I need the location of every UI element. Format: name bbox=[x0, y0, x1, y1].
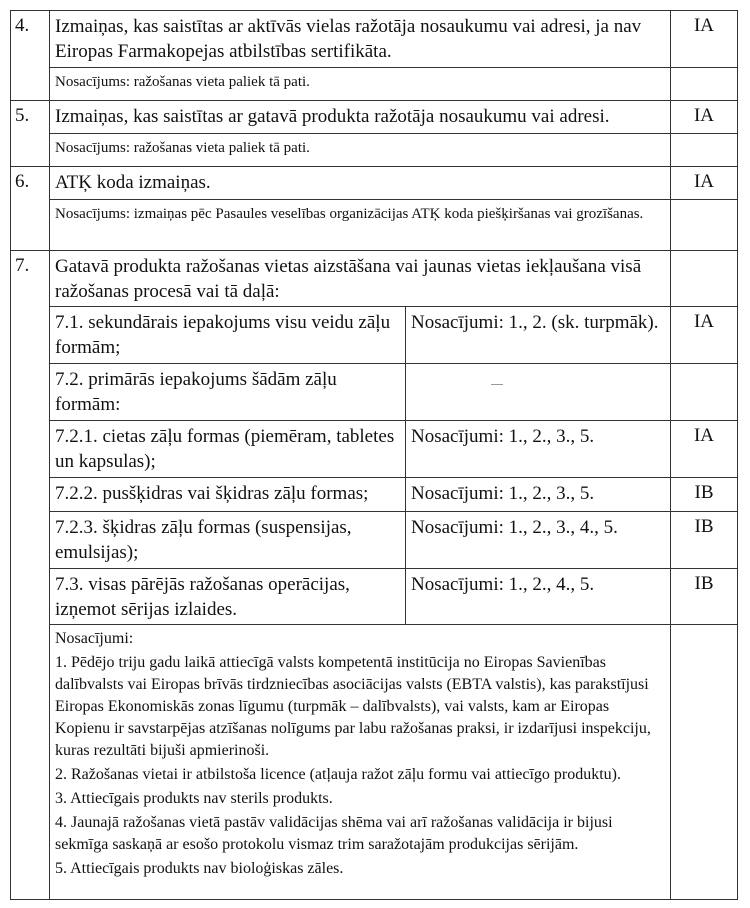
note-item: 3. Attiecīgais produkts nav sterils produkts. bbox=[55, 790, 333, 807]
condition-row bbox=[11, 134, 738, 167]
category-badge: IB bbox=[671, 512, 738, 569]
category-badge: IA bbox=[671, 307, 738, 364]
subitem-conditions: Nosacījumi: 1., 2., 3., 5. bbox=[406, 478, 671, 512]
empty-cell bbox=[671, 364, 738, 421]
subitem-label: 7.2.2. pusšķidras vai šķidras zāļu formas; bbox=[50, 478, 406, 512]
subitem-row bbox=[11, 569, 738, 625]
row-condition: Nosacījums: ražošanas vieta paliek tā pati. bbox=[50, 68, 671, 101]
row-number: 7. bbox=[11, 251, 50, 900]
table-row bbox=[11, 101, 738, 134]
subitem-label: 7.2. primārās iepakojums šādām zāļu formām: bbox=[50, 364, 406, 421]
scan-mark bbox=[491, 384, 503, 385]
subitem-label: 7.3. visas pārējās ražošanas operācijas, izņemot sērijas izlaides. bbox=[50, 569, 406, 625]
row-number: 4. bbox=[11, 11, 50, 101]
empty-cell bbox=[671, 625, 738, 900]
row-number: 6. bbox=[11, 167, 50, 251]
subitem-conditions: Nosacījumi: 1., 2. (sk. turpmāk). bbox=[406, 307, 671, 364]
empty-cell bbox=[671, 134, 738, 167]
empty-cell bbox=[671, 200, 738, 251]
empty-cell bbox=[671, 68, 738, 101]
row-condition: Nosacījums: ražošanas vieta paliek tā pati. bbox=[50, 134, 671, 167]
subitem-conditions: Nosacījumi: 1., 2., 3., 5. bbox=[406, 421, 671, 478]
subitem-row bbox=[11, 307, 738, 364]
subitem-conditions bbox=[406, 364, 671, 421]
subitem-label: 7.2.1. cietas zāļu formas (piemēram, tabletes un kapsulas); bbox=[50, 421, 406, 478]
note-item: 2. Ražošanas vietai ir atbilstoša licence (atļauja ražot zāļu formu vai attiecīgo produktu). bbox=[55, 766, 622, 783]
note-item: 1. Pēdējo triju gadu laikā attiecīgā valsts kompetentā institūcija no Eiropas Savienības dalībvalsts vai Eiropas brīvās tirdzniecības asociācijas valsts (EBTA valstis), kas parakstījusi Eiropas Ekonomiskās zonas līgumu (turpmāk – dalībvalsts), vai valsts, kam ar Eiropas Kopienu ir savstarpējas atzīšanas nolīgums par labu ražošanas praksi, ir izdarījusi inspekciju, kuras rezultāti bijuši apmierinoši. bbox=[55, 654, 651, 759]
note-item: 4. Jaunajā ražošanas vietā pastāv validācijas shēma vai arī ražošanas validācija ir bijusi sekmīga saskaņā ar esošo protokolu vismaz trim saražotajām produkcijas sērijām. bbox=[55, 814, 613, 853]
subitem-row bbox=[11, 478, 738, 512]
subitem-conditions: Nosacījumi: 1., 2., 3., 4., 5. bbox=[406, 512, 671, 569]
table-row bbox=[11, 11, 738, 68]
category-badge: IA bbox=[671, 421, 738, 478]
subitem-conditions: Nosacījumi: 1., 2., 4., 5. bbox=[406, 569, 671, 625]
row-title: Gatavā produkta ražošanas vietas aizstāšana vai jaunas vietas iekļaušana visā ražošanas procesā vai tā daļā: bbox=[50, 251, 671, 307]
subitem-label: 7.2.3. šķidras zāļu formas (suspensijas, emulsijas); bbox=[50, 512, 406, 569]
notes-row bbox=[11, 625, 738, 900]
category-badge: IA bbox=[671, 11, 738, 68]
category-badge: IB bbox=[671, 569, 738, 625]
row-title: Izmaiņas, kas saistītas ar aktīvās vielas ražotāja nosaukumu vai adresi, ja nav Eiropas Farmakopejas atbilstības sertifikāta. bbox=[50, 11, 671, 68]
row-number: 5. bbox=[11, 101, 50, 167]
row-title: Izmaiņas, kas saistītas ar gatavā produkta ražotāja nosaukumu vai adresi. bbox=[50, 101, 671, 134]
variations-table bbox=[10, 10, 738, 900]
condition-row bbox=[11, 200, 738, 251]
subitem-label: 7.1. sekundārais iepakojums visu veidu zāļu formām; bbox=[50, 307, 406, 364]
subitem-row bbox=[11, 421, 738, 478]
row-title: ATĶ koda izmaiņas. bbox=[50, 167, 671, 200]
subitem-row bbox=[11, 512, 738, 569]
table-row bbox=[11, 251, 738, 307]
condition-row bbox=[11, 68, 738, 101]
note-item: 5. Attiecīgais produkts nav bioloģiskas zāles. bbox=[55, 860, 344, 877]
row-condition: Nosacījums: izmaiņas pēc Pasaules veselības organizācijas ATĶ koda piešķiršanas vai grozīšanas. bbox=[50, 200, 671, 251]
notes-heading: Nosacījumi: bbox=[55, 630, 134, 647]
category-badge: IA bbox=[671, 167, 738, 200]
table-row bbox=[11, 167, 738, 200]
empty-cell bbox=[671, 251, 738, 307]
category-badge: IB bbox=[671, 478, 738, 512]
category-badge: IA bbox=[671, 101, 738, 134]
variations-table-document bbox=[10, 10, 737, 900]
conditions-notes bbox=[50, 625, 671, 900]
subitem-row bbox=[11, 364, 738, 421]
